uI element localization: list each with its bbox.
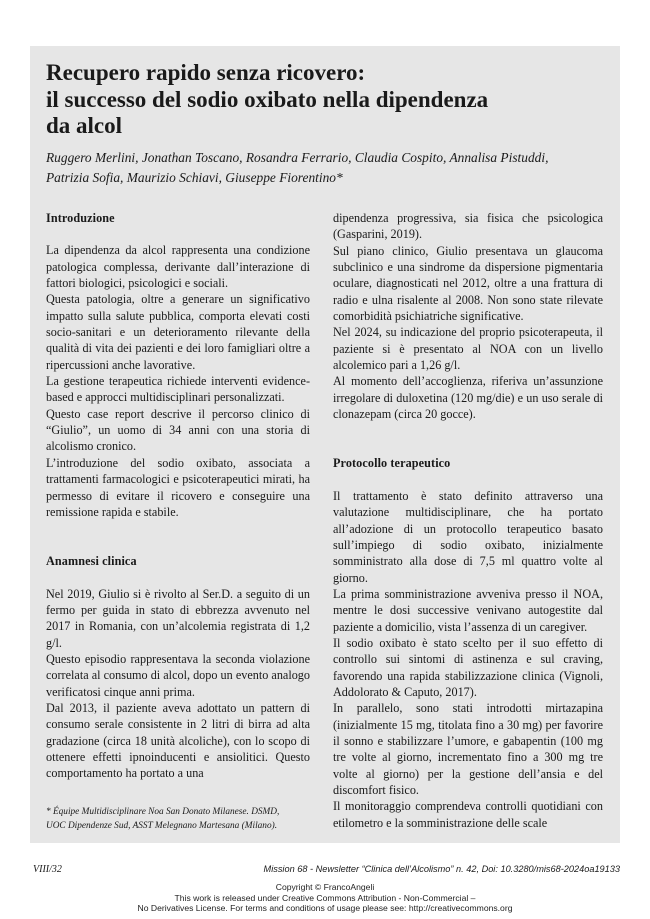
left-column — [46, 210, 310, 782]
footnote-line: * Équipe Multidisciplinare Noa San Donato Milanese. DSMD, — [46, 807, 280, 817]
section-title-introduzione: Introduzione — [46, 211, 115, 225]
author-line: Patrizia Sofia, Maurizio Schiavi, Giuseppe Fiorentino* — [46, 169, 343, 185]
paragraph: Questo case report descrive il percorso clinico di “Giulio”, un uomo di 34 anni con una storia di alcolismo cronico. — [46, 406, 310, 454]
license-line: This work is released under Creative Commons Attribution - Non-Commercial – — [174, 892, 476, 903]
paragraph: Questa patologia, oltre a generare un significativo impatto sulla salute pubblica, comporta elevati costi socio-sanitari e un deterioramento rilevante della qualità di vita dei pazienti e dei loro famigliari oltre a ripercussioni anche lavorative. — [46, 292, 310, 372]
footnote-line: UOC Dipendenze Sud, ASST Melegnano Martesana (Milano). — [46, 820, 278, 831]
title-line: Recupero rapido senza ricovero: — [46, 60, 366, 85]
paragraph: In parallelo, sono stati introdotti mirtazapina (inizialmente 15 mg, titolata fino a 30 mg) per favorire il sonno e stabilizzare l’umore, e gabapentin (100 mg tre volte al giorno, incrementato fino a 300 mg tre volte al giorno) per la gestione dell’ansia e del discomfort fisico. — [333, 701, 603, 797]
license-line: No Derivatives License. For terms and conditions of usage please see: http://creativecommons.org — [137, 903, 513, 914]
paragraph: Dal 2013, il paziente aveva adottato un pattern di consumo serale consistente in 2 litri di birra ad alta gradazione (circa 18 unità alcoliche), con lo scopo di ottenere effetti ipnoinducenti e ansiolitici. Questo comportamento ha portato a una — [46, 700, 310, 781]
right-column — [333, 210, 603, 831]
author-list — [46, 148, 611, 187]
paragraph: Il sodio oxibato è stato scelto per il suo effetto di controllo sui sintomi di astinenza e sul craving, favorendo una rapida stabilizzazione clinica (Vignoli, Addolorato & Caputo, 2017). — [333, 635, 603, 699]
paragraph: Il trattamento è stato definito attraverso una valutazione multidisciplinare, che ha portato all’adozione di un protocollo terapeutico basato sull’impiego di sodio oxibato, inizialmente somministrato alla dose di 7,5 ml quattro volte al giorno. — [333, 488, 603, 585]
paragraph: La dipendenza da alcol rappresenta una condizione patologica complessa, derivante dall’interazione di fattori biologici, psicologici e sociali. — [46, 243, 310, 291]
paragraph: Il monitoraggio comprendeva controlli quotidiani con etilometro e la somministrazione delle scale — [333, 799, 603, 830]
journal-reference: Mission 68 - Newsletter “Clinica dell’Alcolismo” n. 42, Doi: 10.3280/mis68-2024oa19133 — [263, 864, 620, 874]
license-notice — [0, 882, 650, 914]
section-title-protocollo: Protocollo terapeutico — [333, 456, 451, 471]
article-title — [46, 60, 606, 140]
paragraph: Sul piano clinico, Giulio presentava un glaucoma subclinico e una sindrome da dispersione pigmentaria oculare, diagnosticati nel 2012, oltre a una frattura di radio e ulna risalente al 2008. Non sono state rilevate comorbidità psichiatriche significative. — [333, 243, 603, 324]
paragraph: dipendenza progressiva, sia fisica che psicologica (Gasparini, 2019). — [333, 211, 603, 242]
paragraph: L’introduzione del sodio oxibato, associata a trattamenti farmacologici e psicoterapeutici mirati, ha permesso di evitare il ricovero e conseguire una remissione rapida e stabile. — [46, 455, 310, 519]
license-line: Copyright © FrancoAngeli — [275, 882, 375, 892]
affiliation-footnote — [46, 806, 321, 834]
paragraph: Al momento dell’accoglienza, riferiva un’assunzione irregolare di duloxetina (120 mg/die) e un uso serale di clonazepam (circa 20 gocce). — [333, 374, 603, 422]
title-line: da alcol — [46, 113, 123, 138]
author-line: Ruggero Merlini, Jonathan Toscano, Rosandra Ferrario, Claudia Cospito, Annalisa Pistuddi, — [46, 150, 549, 165]
section-title-anamnesi: Anamnesi clinica — [46, 554, 137, 569]
paragraph: Nel 2019, Giulio si è rivolto al Ser.D. a seguito di un fermo per guida in stato di ebbrezza avvenuto nel 2017 in Romania, con un’alcolemia registrata di 1,2 g/l. — [46, 586, 310, 650]
page-number: VIII/32 — [33, 864, 62, 875]
paragraph: La prima somministrazione avveniva presso il NOA, mentre le dosi successive venivano autogestite dal paziente a domicilio, vista l’assenza di un caregiver. — [333, 586, 603, 634]
paragraph: Nel 2024, su indicazione del proprio psicoterapeuta, il paziente si è presentato al NOA con un livello alcolemico pari a 1,26 g/l. — [333, 325, 603, 373]
paragraph: La gestione terapeutica richiede interventi evidence-based e approcci multidisciplinari personalizzati. — [46, 374, 310, 405]
title-line: il successo del sodio oxibato nella dipendenza — [46, 86, 489, 112]
paragraph: Questo episodio rappresentava la seconda violazione correlata al consumo di alcol, dopo un evento analogo verificatosi cinque anni prima. — [46, 651, 310, 699]
